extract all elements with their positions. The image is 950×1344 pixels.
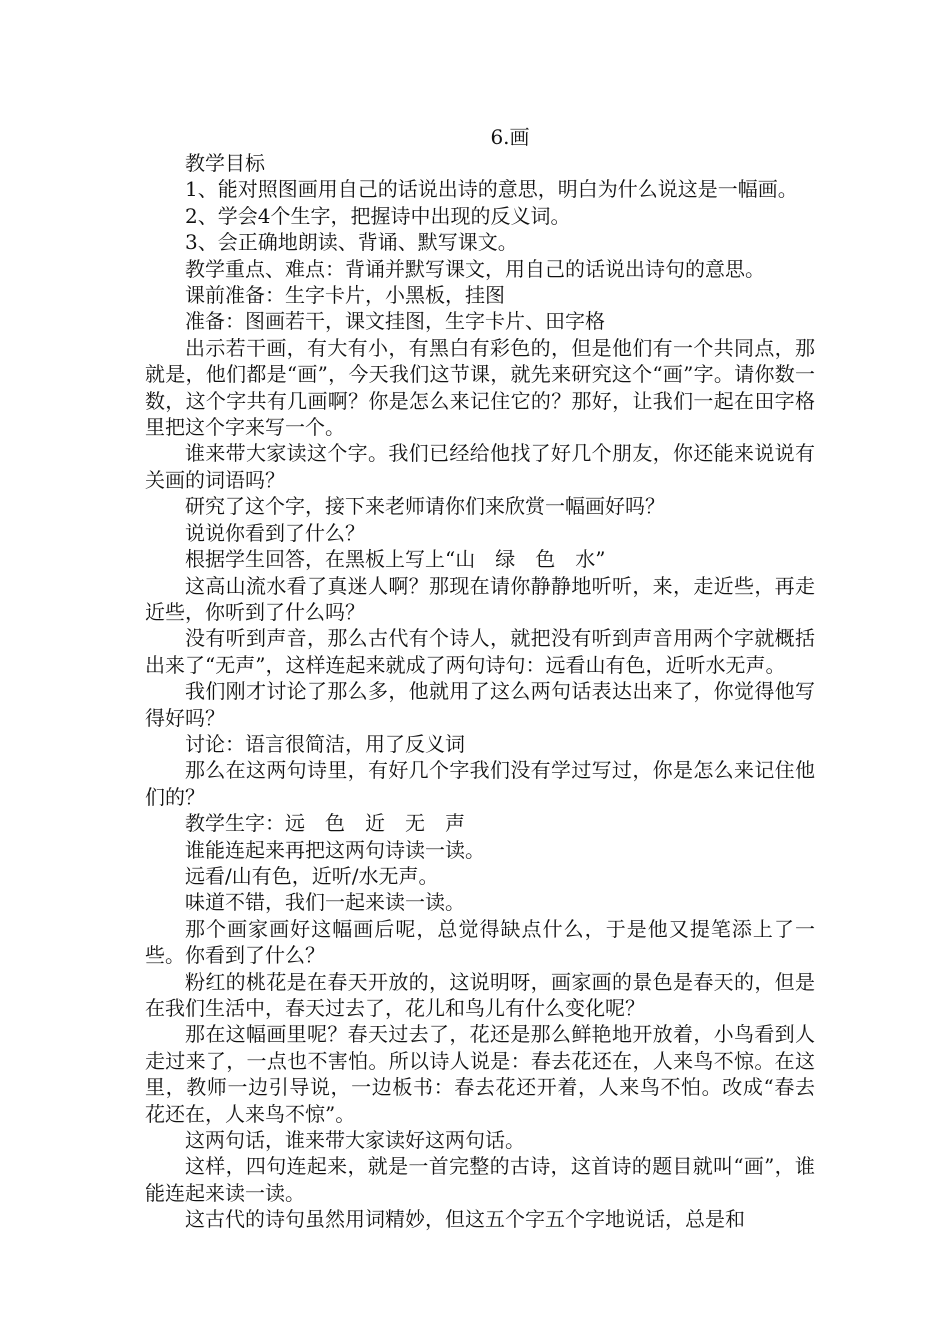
paragraph: 2、学会4个生字，把握诗中出现的反义词。: [185, 203, 571, 228]
paragraph: 这高山流水看了真迷人啊？那现在请你静静地听听，来，走近些，再走近些，你听到了什么吗？: [145, 573, 815, 624]
paragraph: 那么在这两句诗里，有好几个字我们没有学过写过，你是怎么来记住他们的？: [145, 758, 815, 809]
paragraph: 根据学生回答，在黑板上写上“山 绿 色 水”: [185, 547, 606, 572]
paragraph: 那在这幅画里呢？春天过去了，花还是那么鲜艳地开放着，小鸟看到人走过来了，一点也不害怕。所以诗人说是：春去花还在，人来鸟不惊。在这里，教师一边引导说，一边板书：春去花还开着，人来鸟不怕。改成“春去花还在，人来鸟不惊”。: [145, 1022, 815, 1126]
paragraph: 粉红的桃花是在春天开放的，这说明呀，画家画的景色是春天的，但是在我们生活中，春天过去了，花儿和鸟儿有什么变化呢？: [145, 969, 815, 1020]
paragraph: 研究了这个字，接下来老师请你们来欣赏一幅画好吗？: [185, 494, 665, 519]
paragraph: 1、能对照图画用自己的话说出诗的意思，明白为什么说这是一幅画。: [185, 177, 798, 202]
paragraph: 讨论：语言很简洁，用了反义词: [185, 731, 465, 756]
paragraph: 这古代的诗句虽然用词精妙，但这五个字五个字地说话，总是和: [185, 1207, 745, 1232]
paragraph: 这样，四句连起来，就是一首完整的古诗，这首诗的题目就叫“画”，谁能连起来读一读。: [145, 1154, 815, 1205]
paragraph: 3、会正确地朗读、背诵、默写课文。: [185, 230, 518, 255]
paragraph: 准备：图画若干，课文挂图，生字卡片、田字格: [185, 309, 605, 334]
paragraph: 谁能连起来再把这两句诗读一读。: [185, 837, 485, 862]
paragraph: 那个画家画好这幅画后呢，总觉得缺点什么，于是他又提笔添上了一些。你看到了什么？: [145, 916, 815, 968]
document-title: 6.画: [490, 125, 530, 149]
paragraph: 教学重点、难点：背诵并默写课文，用自己的话说出诗句的意思。: [185, 256, 765, 281]
paragraph: 我们刚才讨论了那么多，他就用了这么两句话表达出来了，你觉得他写得好吗？: [145, 679, 815, 730]
paragraph: 教学目标: [185, 151, 265, 175]
paragraph: 远看/山有色，近听/水无声。: [185, 863, 439, 888]
paragraph: 教学生字：远 色 近 无 声: [185, 811, 465, 836]
paragraph: 这两句话，谁来带大家读好这两句话。: [185, 1128, 525, 1153]
paragraph: 味道不错，我们一起来读一读。: [185, 890, 465, 915]
document-page: [145, 124, 815, 1233]
paragraph: 谁来带大家读这个字。我们已经给他找了好几个朋友，你还能来说说有关画的词语吗？: [145, 441, 815, 492]
paragraph: 出示若干画，有大有小，有黑白有彩色的，但是他们有一个共同点，那就是，他们都是“画”，今天我们这节课，就先来研究这个“画”字。请你数一数，这个字共有几画啊？你是怎么来记住它的？那好，让我们一起在田字格里把这个字来写一个。: [145, 335, 815, 440]
paragraph: 课前准备：生字卡片，小黑板，挂图: [185, 283, 505, 308]
paragraph: 没有听到声音，那么古代有个诗人，就把没有听到声音用两个字就概括出来了“无声”，这样连起来就成了两句诗句：远看山有色，近听水无声。: [145, 626, 815, 677]
paragraph: 说说你看到了什么？: [185, 520, 365, 545]
